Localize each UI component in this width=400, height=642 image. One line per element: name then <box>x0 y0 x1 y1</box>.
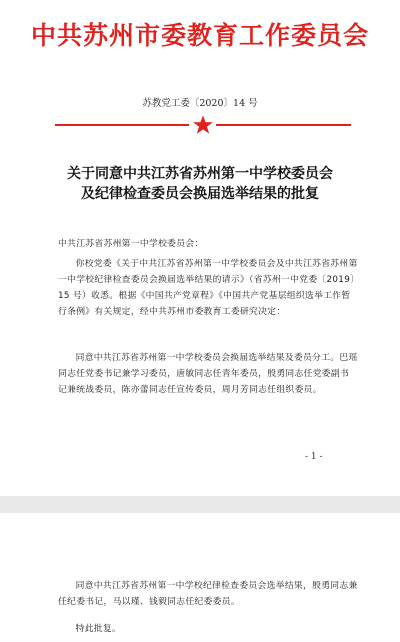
body-paragraph-2: 同意中共江苏省苏州第一中学校委员会换届选举结果及委员分工。巴瑶同志任党委书记兼学习委员，唐敏同志任青年委员，殷勇同志任党委副书记兼统战委员，陈亦蕾同志任宣传委员，周月芳同志任组织委员。 <box>58 353 358 395</box>
red-star-icon <box>192 114 214 136</box>
red-divider-left <box>55 124 189 126</box>
red-divider-right <box>216 124 351 126</box>
closing-line: 特此批复。 <box>75 624 122 634</box>
organization-header-title: 中共苏州市委教育工作委员会 <box>30 21 369 50</box>
body-paragraph-3: 同意中共江苏省苏州第一中学校纪律检查委员会选举结果，殷勇同志兼任纪委书记，马以瑾、钱毅同志任纪委委员。 <box>58 581 358 607</box>
document-number: 苏教党工委〔2020〕14 号 <box>142 98 258 109</box>
page-number: - 1 - <box>305 452 323 462</box>
salutation: 中共江苏省苏州第一中学校委员会： <box>58 239 204 249</box>
body-paragraph-1: 你校党委《关于中共江苏省苏州第一中学校委员会及中共江苏省苏州第一中学校纪律检查委员会换届选举结果的请示》（省苏州一中党委〔2019〕15 号）收悉。根据《中国共产党章程》《中国共产党基层组织选举工作暂行条例》有关规定，经中共苏州市委教育工委研究决定： <box>58 259 358 317</box>
heading-line-2: 及纪律检查委员会换届选举结果的批复 <box>81 186 319 202</box>
document-heading <box>0 164 400 204</box>
heading-line-1: 关于同意中共江苏省苏州第一中学校委员会 <box>67 166 333 182</box>
